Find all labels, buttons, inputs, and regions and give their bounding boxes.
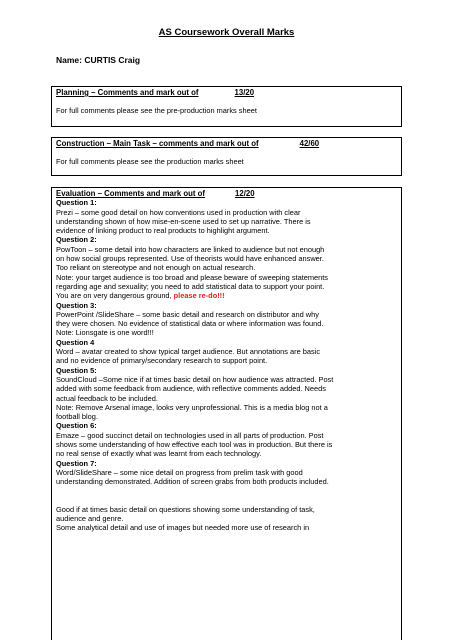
question-6-text xyxy=(56,431,397,459)
warning-text: You are on very dangerous ground, xyxy=(56,291,172,301)
text-line: Some analytical detail and use of images but needed more use of research in xyxy=(56,523,310,533)
text-line: regarding age and sexuality; you need to add statistical data to support your point. xyxy=(56,281,325,291)
question-1-text xyxy=(56,208,397,236)
text-line: Word/SlideShare – some nice detail on progress from prelim task with good xyxy=(56,467,303,477)
text-line: shows some understanding of how effective each tool was in production. But there is xyxy=(56,440,333,450)
text-line: Note: Lionsgate is one word!!! xyxy=(56,328,154,338)
question-5-label: Question 5: xyxy=(56,365,97,375)
text-line: Too reliant on stereotype and not enough on actual research. xyxy=(56,263,256,273)
spacer xyxy=(56,487,397,505)
planning-note: For full comments please see the pre-production marks sheet xyxy=(56,106,257,116)
question-2-text xyxy=(56,245,397,301)
construction-mark: 42/60 xyxy=(299,139,320,148)
evaluation-heading-row xyxy=(56,189,397,198)
question-2-label: Question 2: xyxy=(56,235,97,245)
question-1-label: Question 1: xyxy=(56,198,97,208)
question-7-label: Question 7: xyxy=(56,458,97,468)
text-line: on how social groups represented. Use of theorists would have enhanced answer. xyxy=(56,254,324,264)
text-line: understanding shown of how mise-en-scene used to set up narrative. There is xyxy=(56,216,311,226)
evaluation-box xyxy=(51,187,402,640)
text-line: Emaze – good succinct detail on technologies used in all parts of production. Post xyxy=(56,430,324,440)
question-6-label: Question 6: xyxy=(56,421,97,431)
planning-box xyxy=(51,86,402,127)
construction-note: For full comments please see the production marks sheet xyxy=(56,157,244,167)
text-line: Note: your target audience is too broad and please beware of sweeping statements xyxy=(56,272,328,282)
text-line: Good if at times basic detail on questions showing some understanding of task, xyxy=(56,504,315,514)
student-name: Name: CURTIS Craig xyxy=(56,55,141,65)
text-line: evidence of linking product to real products to highlight argument. xyxy=(56,226,270,236)
planning-heading-row xyxy=(56,88,397,97)
text-line xyxy=(56,291,397,300)
question-5-text xyxy=(56,375,397,421)
redo-emphasis: please re-do!!! xyxy=(173,291,225,301)
question-4-label: Question 4 xyxy=(56,337,95,347)
text-line: no real sense of exactly what was learnt from each technology. xyxy=(56,449,262,459)
text-line: added with some feedback from audience, with reflective comments added. Needs xyxy=(56,384,326,394)
text-line: SoundCloud –Some nice if at times basic detail on how audience was attracted. Post xyxy=(56,374,334,384)
text-line: understanding demonstrated. Addition of screen grabs from both products included. xyxy=(56,477,329,487)
construction-heading: Construction – Main Task – comments and mark out of xyxy=(56,139,259,148)
evaluation-mark: 12/20 xyxy=(235,189,255,198)
text-line: football blog. xyxy=(56,412,98,422)
text-line: Word – avatar created to show typical target audience. But annotations are basic xyxy=(56,347,321,357)
text-line: PowToon – some detail into how characters are linked to audience but not enough xyxy=(56,244,325,254)
text-line: Note: Remove Arsenal image, looks very unprofessional. This is a media blog not a xyxy=(56,402,328,412)
text-line: PowerPoint /SlideShare – some basic detail and research on distributor and why xyxy=(56,309,319,319)
planning-mark: 13/20 xyxy=(234,88,255,97)
question-4-text xyxy=(56,347,397,366)
question-7-text xyxy=(56,468,397,487)
construction-heading-row xyxy=(56,139,397,148)
construction-box xyxy=(51,137,402,176)
question-3-text xyxy=(56,310,397,338)
text-line: audience and genre. xyxy=(56,513,124,523)
text-line: they were chosen. No evidence of statistical data or where information was found. xyxy=(56,319,324,329)
evaluation-heading: Evaluation – Comments and mark out of xyxy=(56,189,206,198)
summary-text xyxy=(56,505,397,533)
page-title: AS Coursework Overall Marks xyxy=(158,27,295,38)
question-3-label: Question 3: xyxy=(56,300,97,310)
text-line: and no evidence of primary/secondary research to support point. xyxy=(56,356,268,366)
text-line: Prezi – some good detail on how conventions used in production with clear xyxy=(56,207,301,217)
planning-heading: Planning – Comments and mark out of xyxy=(56,88,199,97)
text-line: actual feedback to be included. xyxy=(56,393,158,403)
